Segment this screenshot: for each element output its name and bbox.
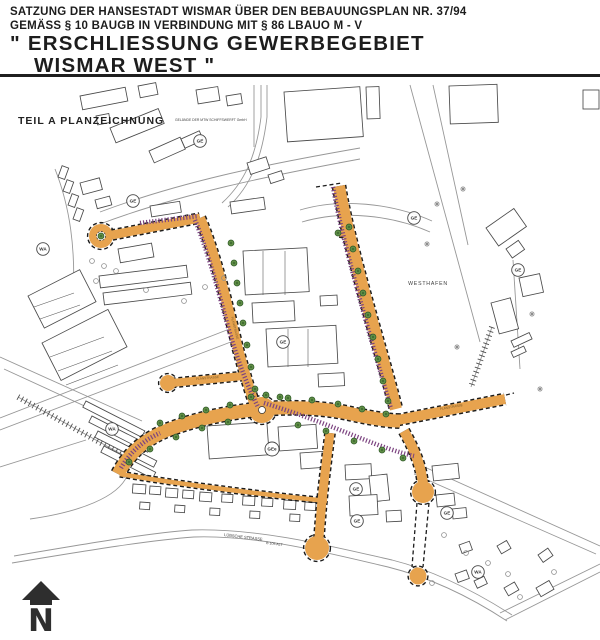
boundary-dash (506, 393, 514, 395)
building (345, 464, 372, 480)
planned-tree-center (233, 262, 235, 264)
existing-tree-star-icon (529, 311, 535, 317)
building (349, 495, 378, 516)
building (284, 500, 296, 510)
building (455, 570, 469, 583)
planned-tree-center (205, 409, 207, 411)
building (266, 325, 338, 367)
building (506, 240, 525, 258)
building (80, 87, 128, 110)
building (140, 502, 150, 510)
existing-tree-star-icon (424, 241, 430, 247)
building (196, 87, 220, 104)
building (247, 157, 270, 175)
building (118, 243, 154, 263)
existing-tree-star-icon (460, 186, 466, 192)
building (366, 87, 380, 119)
building (268, 171, 284, 184)
zone-text: GEe (267, 446, 277, 452)
building (182, 490, 194, 499)
existing-tree-star-icon (537, 386, 543, 392)
planned-tree-center (246, 344, 248, 346)
zone-label-wa (106, 423, 119, 436)
building (436, 493, 455, 507)
building (73, 208, 84, 222)
planned-tree-center (348, 226, 350, 228)
planned-tree-center (402, 457, 404, 459)
zone-text: GE (353, 518, 361, 524)
planned-tree-center (254, 388, 256, 390)
zone-label-ge (350, 483, 363, 496)
building (318, 373, 345, 387)
building (68, 194, 79, 208)
zone-text: GE (443, 510, 451, 516)
building (262, 498, 273, 507)
building (538, 548, 553, 562)
street-line (30, 476, 127, 519)
street-line (0, 440, 86, 467)
turning-circle (410, 568, 427, 585)
existing-tree-icon (94, 279, 99, 284)
zone-label-ge (408, 212, 421, 225)
building (199, 492, 212, 502)
building (511, 333, 532, 348)
existing-buildings (28, 83, 599, 597)
boundary-dash (423, 503, 429, 567)
planned-tree-center (181, 415, 183, 417)
building (452, 508, 467, 519)
building (210, 508, 220, 516)
planned-road (339, 186, 396, 409)
planned-tree-center (353, 440, 355, 442)
planned-road (398, 399, 505, 420)
planned-tree-center (100, 235, 102, 237)
building (149, 137, 185, 163)
title-line-2: GEMÄSS § 10 BAUGB IN VERBINDUNG MIT § 86 LBAUO M - V (10, 20, 363, 32)
building (243, 496, 255, 506)
planned-tree-center (297, 424, 299, 426)
planned-tree-center (362, 292, 364, 294)
existing-tree-icon (90, 259, 95, 264)
building (386, 510, 402, 522)
existing-tree-icon (442, 533, 447, 538)
planned-tree-center (175, 436, 177, 438)
building (519, 274, 543, 297)
planned-tree-center (361, 408, 363, 410)
building (95, 196, 112, 209)
building (132, 484, 146, 494)
planstrasse-label-1: PLANSTRASSE (195, 374, 220, 381)
planned-road (319, 433, 330, 537)
building (150, 201, 181, 217)
existing-tree-icon (114, 269, 119, 274)
planned-tree-center (382, 380, 384, 382)
planned-tree-center (227, 421, 229, 423)
zone-text: WA (39, 246, 47, 252)
planned-tree-center (128, 461, 130, 463)
building (63, 180, 74, 194)
building (80, 178, 102, 195)
building (252, 301, 295, 323)
plan-map (0, 77, 600, 637)
building (165, 488, 178, 498)
building (491, 298, 519, 334)
zone-label-ge (441, 507, 454, 520)
street-line (505, 572, 600, 620)
planstrasse-label-3: PLANSTRASSE (230, 316, 240, 340)
building (28, 270, 96, 328)
tree-symbols (90, 186, 557, 599)
zone-text: WA (108, 426, 116, 432)
existing-tree-star-icon (454, 344, 460, 350)
building (175, 505, 185, 513)
quay-edge (471, 327, 492, 387)
existing-tree-icon (552, 570, 557, 575)
planstrasse-label-2: PLANSTRASSE (439, 403, 464, 411)
title-block (0, 0, 600, 77)
zone-label-wa (37, 243, 50, 256)
street-line (12, 537, 507, 621)
building (583, 90, 599, 109)
building (149, 486, 161, 495)
street-line (14, 530, 512, 615)
zone-label-ge (127, 195, 140, 208)
shipyard-label: GELÄNDE DER MTW SCHIFFSWERFT GmbH (175, 118, 247, 122)
zone-label-ge (277, 336, 290, 349)
planned-tree-center (311, 399, 313, 401)
zone-label-ge (351, 515, 364, 528)
building (486, 208, 526, 246)
building (504, 582, 519, 596)
planned-tree-center (229, 404, 231, 406)
title-line-1: SATZUNG DER HANSESTADT WISMAR ÜBER DEN BEBAUUNGSPLAN NR. 37/94 (10, 6, 467, 18)
zone-label-wa (472, 566, 485, 579)
planned-tree-center (337, 403, 339, 405)
zone-text: GE (279, 339, 287, 345)
building (290, 514, 300, 522)
building (58, 166, 69, 180)
planned-tree-center (201, 427, 203, 429)
planned-tree-center (381, 449, 383, 451)
existing-tree-icon (102, 264, 107, 269)
planned-tree-center (357, 270, 359, 272)
building (320, 295, 338, 306)
existing-tree-icon (486, 561, 491, 566)
turning-circle (412, 481, 434, 503)
building (305, 502, 316, 511)
planned-tree-center (279, 396, 281, 398)
zone-text: GE (196, 138, 204, 144)
turning-circle (160, 375, 176, 391)
luebsche-strasse-label: LÜBSCHE STRASSE (223, 532, 263, 542)
planned-tree-center (287, 397, 289, 399)
planned-tree-center (385, 413, 387, 415)
building (250, 511, 260, 519)
zone-text: WA (474, 569, 482, 575)
zone-label-gee (265, 442, 279, 456)
building (226, 94, 242, 106)
building (284, 87, 363, 142)
planned-tree-center (372, 336, 374, 338)
building (432, 463, 459, 481)
zone-label-ge (512, 264, 525, 277)
building (222, 494, 233, 503)
zone-text: GE (514, 267, 522, 273)
existing-tree-icon (506, 572, 511, 577)
planned-tree-center (250, 396, 252, 398)
section-label: TEIL A PLANZEICHNUNG (18, 115, 165, 127)
north-letter: N (28, 603, 54, 637)
zone-label-ge (194, 135, 207, 148)
existing-tree-icon (182, 299, 187, 304)
plan-name-line-1: " ERSCHLIESSUNG GEWERBEGEBIET (10, 32, 425, 55)
existing-tree-icon (518, 595, 523, 600)
planned-tree-center (367, 314, 369, 316)
building (207, 422, 269, 459)
plan-name-line-2: WISMAR WEST " (34, 54, 216, 77)
planned-tree-center (159, 422, 161, 424)
turning-circle (305, 536, 329, 560)
zone-text: GE (410, 215, 418, 221)
junction-island (259, 407, 266, 414)
existing-tree-icon (203, 285, 208, 290)
street-line (100, 159, 360, 224)
westhafen-label: WESTHAFEN (408, 281, 448, 287)
existing-tree-star-icon (434, 201, 440, 207)
planned-tree-center (325, 430, 327, 432)
building (138, 83, 158, 98)
north-arrow (22, 581, 60, 637)
planned-tree-center (230, 242, 232, 244)
planned-tree-center (352, 248, 354, 250)
b105-label: B 105 ALT (265, 541, 283, 548)
zone-text: GE (129, 198, 137, 204)
planned-tree-center (337, 232, 339, 234)
planned-tree-center (387, 400, 389, 402)
north-arrow-icon (22, 581, 60, 605)
planned-tree-center (377, 358, 379, 360)
building (449, 84, 498, 124)
planned-tree-center (242, 322, 244, 324)
planned-tree-center (239, 302, 241, 304)
planned-tree-center (149, 448, 151, 450)
planned-tree-center (250, 366, 252, 368)
planned-tree-center (236, 282, 238, 284)
building (497, 541, 511, 554)
building (459, 541, 472, 553)
building (243, 248, 309, 295)
boundary-dash (412, 503, 417, 567)
planned-tree-center (265, 394, 267, 396)
zone-text: GE (352, 486, 360, 492)
